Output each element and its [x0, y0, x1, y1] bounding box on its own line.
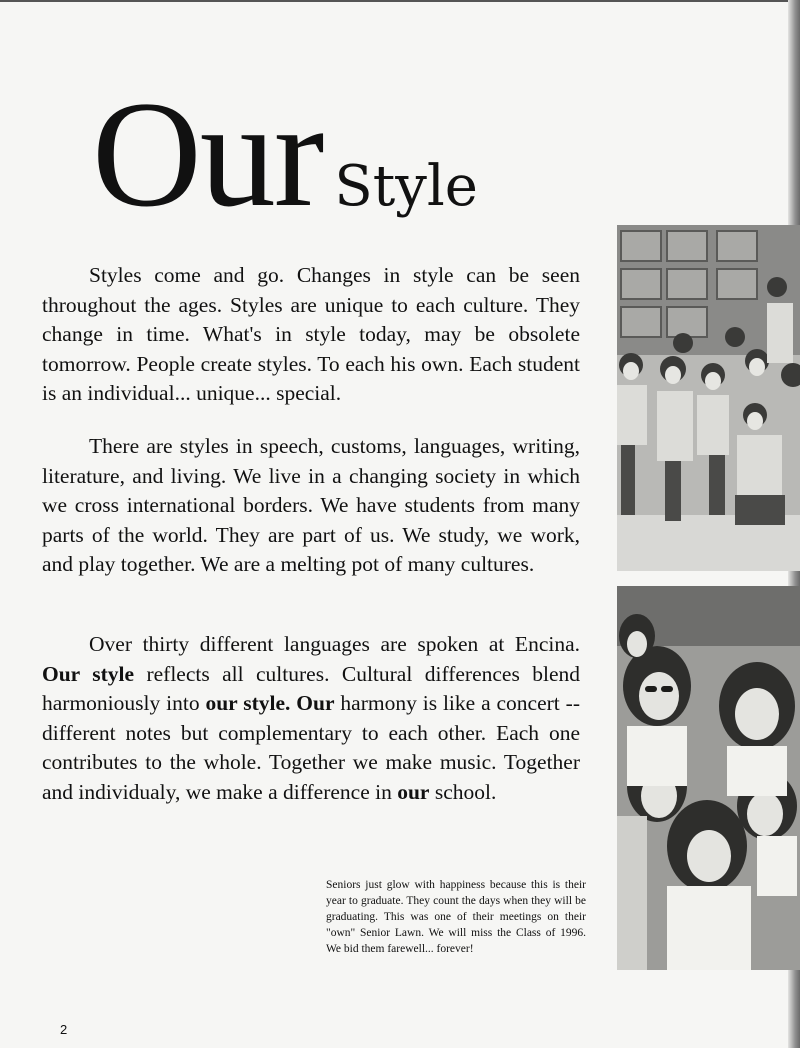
paragraph-styles: Styles come and go. Changes in style can be seen throughout the ages. Styles are unique to each culture. They change in time. What's in style today, may be obsolete tomorrow. People create styles. To each his own. Each student is an individual... unique... special. [42, 263, 580, 405]
p3-bold-3: our [397, 779, 430, 804]
p3-text-2: reflects all cultures. Cultural differences blend harmoniously into [42, 661, 580, 715]
paragraph-speech: There are styles in speech, customs, languages, writing, literature, and living. We live in a changing society in which we cross international borders. We have students from many parts of the world. They are part of us. We study, we work, and play together. We are a melting pot of many cultures. [42, 434, 580, 576]
p3-bold-2: our style. Our [205, 691, 335, 715]
page-title [92, 70, 478, 238]
page-number: 2 [60, 1022, 68, 1037]
p3-text-1: Over thirty different languages are spoken at Encina. [89, 632, 580, 656]
title-style: Style [334, 154, 478, 219]
photo-caption: Seniors just glow with happiness because this is their year to graduate. They count the days when they will be graduating. This was one of their meetings on their "own" Senior Lawn. We will miss the Class of 1996. We bid them farewell... forever! [326, 879, 586, 955]
paragraph-languages [42, 630, 580, 807]
p3-bold-1: Our style [42, 661, 135, 686]
photo-students-seated-image [617, 225, 800, 571]
p3-text-3: harmony is like a concert -- different notes but complementary to each other. Each one contributes to the whole. Together we make music. Together and individualy, we make a difference in [42, 691, 580, 804]
photo-seniors-group-image [617, 586, 800, 970]
page-top-border [0, 0, 800, 2]
photo-students-seated [617, 225, 800, 571]
p3-text-4: school. [429, 779, 497, 804]
photo-seniors-group [617, 586, 800, 970]
title-our: Our [92, 70, 323, 238]
